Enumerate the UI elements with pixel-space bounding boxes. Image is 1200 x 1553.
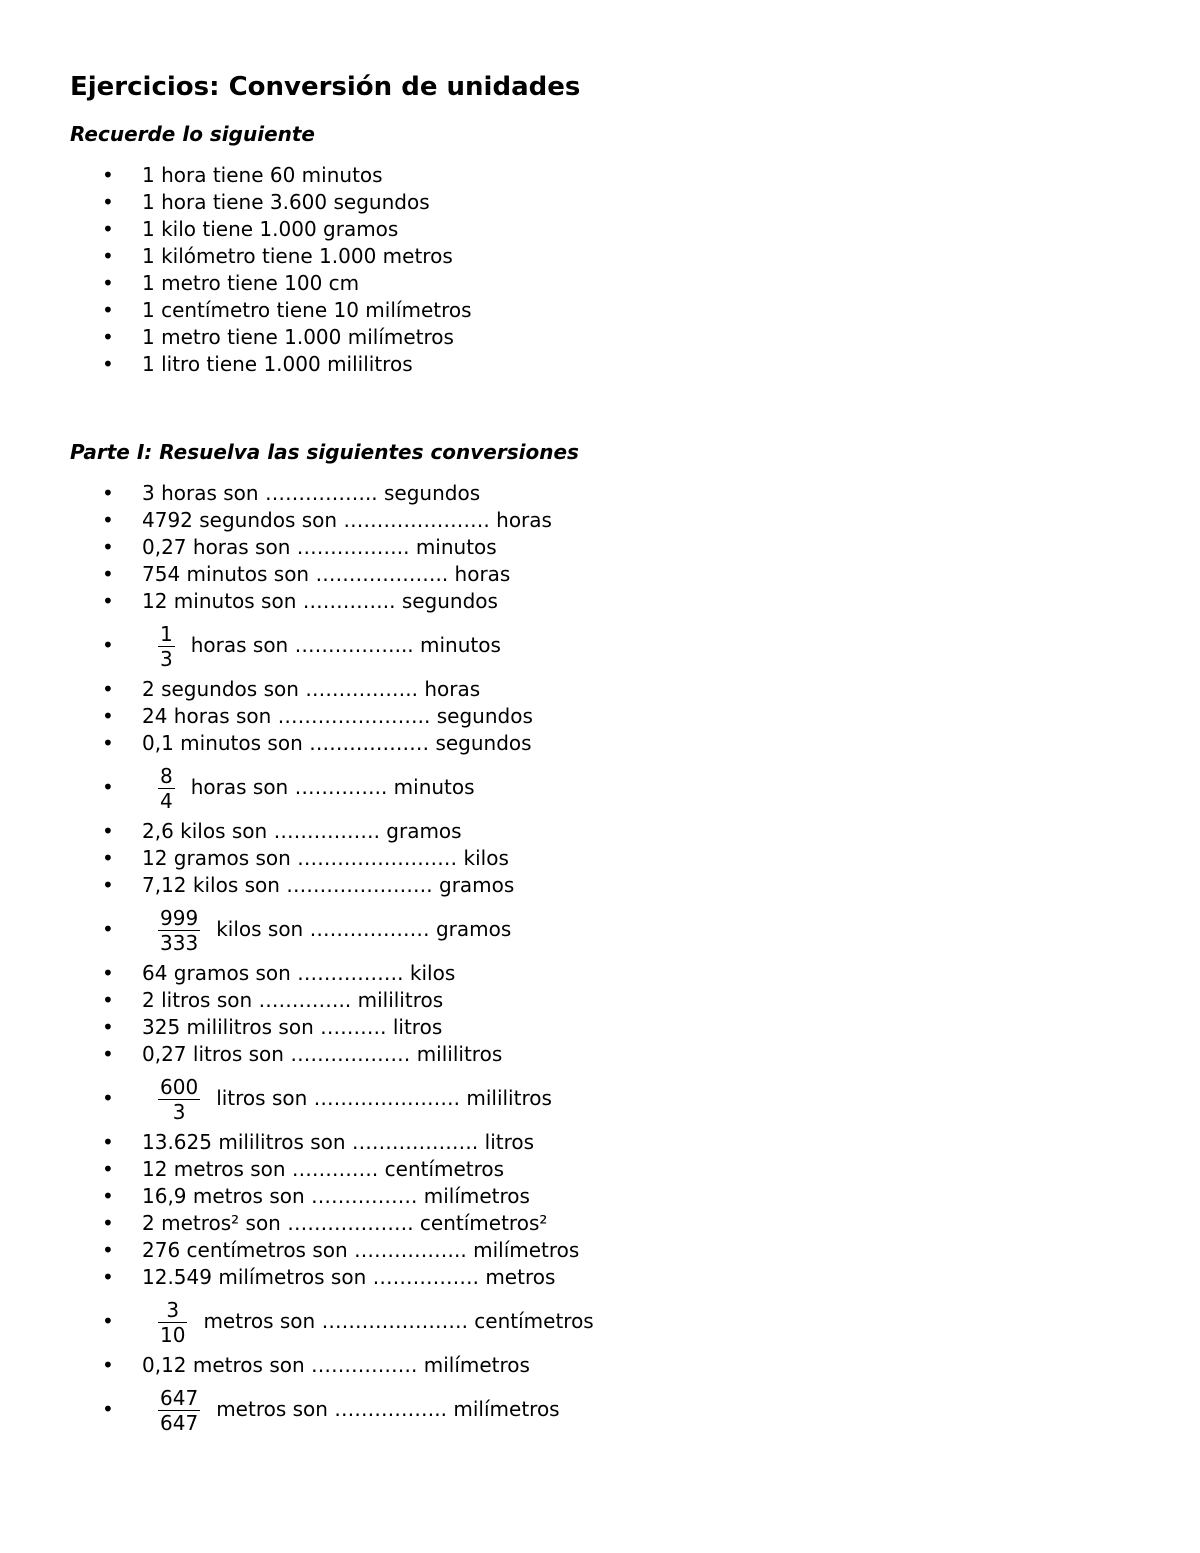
exercise-item [0,960,1200,987]
exercise-text: 276 centímetros son …………….. milímetros [142,1238,580,1262]
recuerde-item: • 1 hora tiene 60 minutos [0,162,1200,189]
parte1-heading: Parte I: Resuelva las siguientes conversiones [70,440,579,464]
exercise-text: horas son ……………... minutos [190,633,501,657]
fraction [158,1387,200,1434]
recuerde-item: • 1 hora tiene 3.600 segundos [0,189,1200,216]
fraction-numerator: • 3 [158,1299,187,1323]
exercise-item [0,761,1200,814]
exercise-text: 0,27 horas son …………….. minutos [142,535,497,559]
exercise-item [0,480,1200,507]
exercise-item [0,588,1200,615]
exercise-item [0,1041,1200,1068]
fraction [158,623,175,670]
exercise-item [0,818,1200,845]
exercise-item [0,703,1200,730]
exercise-text: litros son …………………. mililitros [216,1086,552,1110]
exercise-item [0,1072,1200,1125]
exercise-item [0,1014,1200,1041]
fraction [158,765,175,812]
fraction-numerator: • 1 [160,622,173,646]
exercise-text: 2 litros son ………….. mililitros [142,988,444,1012]
exercise-text: metros son …………………. centímetros [203,1309,594,1333]
exercise-text: 2,6 kilos son ……………. gramos [142,819,462,843]
exercise-item [0,1129,1200,1156]
recuerde-item: • 1 kilómetro tiene 1.000 metros [0,243,1200,270]
exercise-item [0,1183,1200,1210]
recuerde-item: • 1 kilo tiene 1.000 gramos [0,216,1200,243]
fraction-numerator: • 8 [160,764,173,788]
recuerde-list [0,162,1200,378]
exercise-item [0,1383,1200,1436]
exercise-item [0,619,1200,672]
exercise-item [0,1352,1200,1379]
fraction-denominator: 10 [160,1323,186,1347]
fraction-numerator: • 600 [160,1075,199,1099]
recuerde-item: • 1 metro tiene 100 cm [0,270,1200,297]
recuerde-item: • 1 metro tiene 1.000 milímetros [0,324,1200,351]
exercise-text: kilos son ……………… gramos [216,917,512,941]
exercise-text: metros son …………….. milímetros [216,1397,560,1421]
exercise-item [0,676,1200,703]
exercise-item [0,730,1200,757]
exercise-item [0,1264,1200,1291]
exercise-text: 24 horas son ………………….. segundos [142,704,533,728]
recuerde-item: • 1 centímetro tiene 10 milímetros [0,297,1200,324]
exercise-item [0,561,1200,588]
fraction-denominator: 3 [172,1100,186,1124]
exercise-text: 64 gramos son ……………. kilos [142,961,456,985]
exercise-text: 12 gramos son …………………… kilos [142,846,509,870]
exercise-text: horas son ………….. minutos [190,775,475,799]
exercise-text: 12.549 milímetros son ……………. metros [142,1265,556,1289]
fraction [158,1299,187,1346]
fraction-denominator: 333 [160,931,199,955]
fraction-numerator: • 647 [160,1386,199,1410]
exercise-text: 0,1 minutos son ……………… segundos [142,731,532,755]
exercise-text: 0,12 metros son ……………. milímetros [142,1353,530,1377]
exercise-text: 2 segundos son …………….. horas [142,677,481,701]
exercise-text: 16,9 metros son ……………. milímetros [142,1184,530,1208]
exercise-text: 3 horas son …………….. segundos [142,481,481,505]
exercise-item [0,903,1200,956]
fraction-denominator: 647 [160,1411,199,1435]
recuerde-heading: Recuerde lo siguiente [70,122,315,146]
exercise-text: 325 mililitros son ………. litros [142,1015,443,1039]
exercise-item [0,534,1200,561]
exercise-text: 4792 segundos son …………………. horas [142,508,552,532]
exercise-item [0,1210,1200,1237]
exercise-item [0,987,1200,1014]
exercise-text: 12 minutos son ………….. segundos [142,589,498,613]
exercise-text: 12 metros son …………. centímetros [142,1157,505,1181]
exercise-item [0,1156,1200,1183]
parte1-list [0,480,1200,1440]
fraction-denominator: 3 [160,647,173,671]
exercise-text: 13.625 mililitros son ………………. litros [142,1130,535,1154]
recuerde-item: • 1 litro tiene 1.000 mililitros [0,351,1200,378]
fraction-numerator: • 999 [160,906,199,930]
fraction [158,907,200,954]
fraction-denominator: 4 [160,789,173,813]
exercise-text: 2 metros² son ………………. centímetros² [142,1211,548,1235]
exercise-text: 0,27 litros son ……………… mililitros [142,1042,503,1066]
document-title: Ejercicios: Conversión de unidades [70,72,581,102]
exercise-text: 7,12 kilos son …………………. gramos [142,873,515,897]
fraction [158,1076,200,1123]
exercise-text: 754 minutos son ……………….. horas [142,562,511,586]
exercise-item [0,507,1200,534]
exercise-item [0,872,1200,899]
exercise-item [0,1237,1200,1264]
exercise-item [0,845,1200,872]
exercise-item [0,1295,1200,1348]
